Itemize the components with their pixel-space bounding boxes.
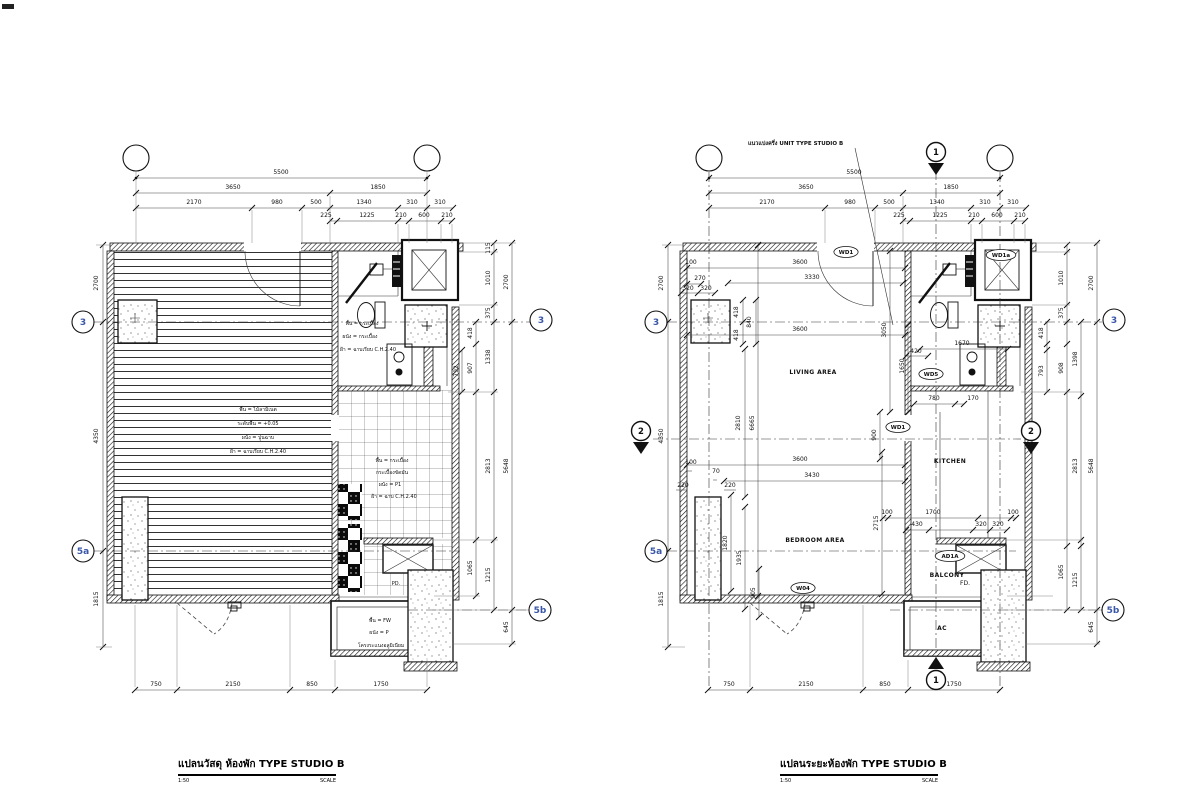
dim-label: 418 xyxy=(733,329,740,341)
grid-bubble-label: 5b xyxy=(533,606,547,616)
section-marker-arrow xyxy=(928,163,944,175)
grid-circle xyxy=(414,145,440,171)
dimension-lines xyxy=(662,175,1108,693)
grid-bubble-label: 3 xyxy=(79,318,87,328)
dim-label: 900 xyxy=(871,429,878,441)
dim-label: 1850 xyxy=(370,184,386,191)
dim-label: 793 xyxy=(1038,365,1045,377)
dim-label: 2170 xyxy=(759,199,775,206)
grid-bubble-label: 3 xyxy=(1110,316,1118,326)
dim-label: 100 xyxy=(685,459,697,466)
counter-tiles xyxy=(338,524,362,592)
room-label: BALCONY xyxy=(929,572,965,579)
left-plan-scale-value: 1:50 xyxy=(178,778,190,784)
dim-label: 905 xyxy=(750,587,757,599)
dim-label: 2700 xyxy=(658,275,665,291)
dim-label: 225 xyxy=(893,212,905,219)
dim-label: 750 xyxy=(723,681,735,688)
dim-label: 1850 xyxy=(943,184,959,191)
dim-label: 600 xyxy=(991,212,1003,219)
dim-label: 320 xyxy=(992,521,1004,528)
material-note: ฝ้า = ฉาบเรียบ C.H.2.40 xyxy=(339,347,397,353)
dim-label: 70 xyxy=(712,468,720,475)
dim-label: 1815 xyxy=(93,591,100,607)
dim-label: 1935 xyxy=(736,550,743,566)
callout-text: แนวแบ่งครึ่ง UNIT TYPE STUDIO B xyxy=(748,141,844,147)
dim-label: 2150 xyxy=(225,681,241,688)
dim-label: 1225 xyxy=(932,212,948,219)
material-note: พื้น = กระเบื้อง xyxy=(345,321,379,327)
material-note: ผนัง = P xyxy=(369,630,389,636)
section-marker-arrow xyxy=(633,442,649,454)
door-window-tag-label: W04 xyxy=(796,586,810,592)
dim-label: 1815 xyxy=(658,591,665,607)
dim-label: 645 xyxy=(503,621,510,633)
left-plan xyxy=(72,145,552,693)
dim-label: 3600 xyxy=(792,326,808,333)
room-label: KITCHEN xyxy=(933,458,967,465)
grid-bubble-label: 5a xyxy=(649,547,663,557)
dim-label: 850 xyxy=(879,681,891,688)
dim-label: 420 xyxy=(910,348,922,355)
dim-label: 418 xyxy=(467,327,474,339)
dim-label: 1670 xyxy=(954,340,970,347)
dim-label: 6665 xyxy=(749,415,756,431)
material-note: พื้น = FW xyxy=(369,618,391,624)
dim-label: 100 xyxy=(881,509,893,516)
dim-label: 1650 xyxy=(899,358,906,374)
dim-label: 3050 xyxy=(881,322,888,338)
right-plan-scale-caption: SCALE xyxy=(921,778,938,784)
door-window-tag-label: AD1A xyxy=(941,554,959,560)
dim-label: 500 xyxy=(310,199,322,206)
room-label: AC xyxy=(937,625,947,632)
sheet-corner-mark xyxy=(2,4,14,9)
section-marker-arrow xyxy=(928,657,944,669)
dim-label: 5648 xyxy=(503,458,510,474)
counter-tiles xyxy=(338,484,362,520)
section-marker-label: 2 xyxy=(638,427,644,437)
room-label: LIVING AREA xyxy=(789,369,837,376)
dim-label: 1215 xyxy=(1072,572,1079,588)
left-plan-scale-caption: SCALE xyxy=(319,778,336,784)
dim-label: 310 xyxy=(1007,199,1019,206)
material-note: กระเบื้องขัดมัน xyxy=(375,470,409,476)
dim-label: 2150 xyxy=(798,681,814,688)
dim-label: 2170 xyxy=(186,199,202,206)
door-window-tag-label: WD1 xyxy=(838,250,854,256)
dim-label: 430 xyxy=(911,521,923,528)
dim-label: 850 xyxy=(306,681,318,688)
dim-label: 270 xyxy=(694,275,706,282)
material-note: ฝ้า = ฉาบ C.H.2.40 xyxy=(371,494,417,500)
door-window-tag-label: WD1a xyxy=(991,253,1011,259)
dim-label: 418 xyxy=(1038,327,1045,339)
dim-label: 1750 xyxy=(373,681,389,688)
dim-label: 1010 xyxy=(1058,270,1065,286)
dim-label: 840 xyxy=(746,316,753,328)
dim-label: 1065 xyxy=(1058,564,1065,580)
dim-label: 3650 xyxy=(225,184,241,191)
grid-circle xyxy=(123,145,149,171)
dim-label: 375 xyxy=(1058,307,1065,319)
dim-label: 220 xyxy=(724,482,736,489)
grid-bubble-label: 3 xyxy=(537,316,545,326)
dim-label: 3650 xyxy=(798,184,814,191)
dim-label: 225 xyxy=(320,212,332,219)
material-note: พื้น = กระเบื้อง xyxy=(375,458,409,464)
material-note: ผนัง = ปูนฉาบ xyxy=(241,435,275,441)
dim-label: 980 xyxy=(844,199,856,206)
material-note: ผนัง = P1 xyxy=(378,482,402,488)
dim-label: 1700 xyxy=(925,509,941,516)
right-title-block xyxy=(780,757,947,784)
dim-label: 310 xyxy=(406,199,418,206)
dim-label: 2700 xyxy=(93,275,100,291)
dim-label: 1340 xyxy=(929,199,945,206)
grid-circle xyxy=(987,145,1013,171)
dim-label: 210 xyxy=(968,212,980,219)
dim-label: 210 xyxy=(441,212,453,219)
dim-label: 4350 xyxy=(93,428,100,444)
dim-label: 1398 xyxy=(1072,351,1079,367)
right-plan-title: แปลนระยะห้องพัก TYPE STUDIO B xyxy=(780,757,938,776)
dim-label: 310 xyxy=(979,199,991,206)
dim-label: 310 xyxy=(434,199,446,206)
dim-label: 320 xyxy=(682,285,694,292)
dim-label: 2813 xyxy=(485,458,492,474)
dim-label: 418 xyxy=(733,306,740,318)
dim-label: 100 xyxy=(1007,509,1019,516)
dim-label: 220 xyxy=(677,482,689,489)
dim-label: 100 xyxy=(685,259,697,266)
dim-label: 2810 xyxy=(735,415,742,431)
dim-label: 5648 xyxy=(1088,458,1095,474)
dim-label: 1750 xyxy=(946,681,962,688)
dim-label: FD. xyxy=(960,580,970,587)
material-note: โครงระแนงอลูมิเนียม xyxy=(357,643,405,649)
dim-label: 210 xyxy=(395,212,407,219)
right-plan xyxy=(632,139,1126,693)
material-note: พื้น = ไม้ลามิเนต xyxy=(239,407,277,413)
room-label: BEDROOM AREA xyxy=(785,537,845,544)
right-plan-scale-value: 1:50 xyxy=(780,778,792,784)
dim-label: 1340 xyxy=(356,199,372,206)
dim-label: 980 xyxy=(271,199,283,206)
dim-label: 1215 xyxy=(485,567,492,583)
door-window-tag-label: WD1 xyxy=(890,425,906,431)
dim-label: 645 xyxy=(1088,621,1095,633)
dim-label: 1225 xyxy=(359,212,375,219)
grid-bubble-label: 5b xyxy=(1106,606,1120,616)
left-title-block xyxy=(178,757,345,784)
dim-label: 4350 xyxy=(658,428,665,444)
dim-label: 750 xyxy=(150,681,162,688)
dim-label: 320 xyxy=(975,521,987,528)
dim-label: 1065 xyxy=(467,560,474,576)
dim-label: 3600 xyxy=(792,456,808,463)
grid-circle xyxy=(696,145,722,171)
dim-label: 2700 xyxy=(503,274,510,290)
dim-label: 907 xyxy=(467,362,474,374)
dim-label: 2700 xyxy=(1088,275,1095,291)
dim-label: 908 xyxy=(1058,362,1065,374)
dim-label: 1820 xyxy=(722,535,729,551)
dim-label: 3430 xyxy=(804,472,820,479)
dim-label: 500 xyxy=(883,199,895,206)
section-marker-label: 1 xyxy=(933,148,939,158)
grid-bubble-label: 5a xyxy=(76,547,90,557)
dim-label: 320 xyxy=(700,285,712,292)
dim-label: 210 xyxy=(1014,212,1026,219)
dim-label: 5500 xyxy=(846,169,862,176)
dim-label: 792 xyxy=(453,365,460,377)
section-marker-label: 1 xyxy=(933,676,939,686)
dim-label: 115 xyxy=(485,242,492,254)
dim-label: 3330 xyxy=(804,274,820,281)
dim-label: 600 xyxy=(418,212,430,219)
left-plan-title: แปลนวัสดุ ห้องพัก TYPE STUDIO B xyxy=(178,757,336,776)
dim-label: 170 xyxy=(967,395,979,402)
material-note: ผนัง = กระเบื้อง xyxy=(342,334,378,340)
door-window-tag-label: WD5 xyxy=(923,372,939,378)
dim-label: 1010 xyxy=(485,270,492,286)
dim-label: 1338 xyxy=(485,349,492,365)
dim-label: 5500 xyxy=(273,169,289,176)
dim-label: 3600 xyxy=(792,259,808,266)
dim-label: 780 xyxy=(928,395,940,402)
material-note: PD. xyxy=(391,581,401,587)
grid-bubble-label: 3 xyxy=(652,318,660,328)
material-note: ฝ้า = ฉาบเรียบ C.H.2.40 xyxy=(229,449,287,455)
material-note: ระดับพื้น = +0.05 xyxy=(237,421,279,427)
dim-label: 2715 xyxy=(873,515,880,531)
dim-label: 2813 xyxy=(1072,458,1079,474)
section-marker-label: 2 xyxy=(1028,427,1034,437)
dim-label: 375 xyxy=(485,307,492,319)
